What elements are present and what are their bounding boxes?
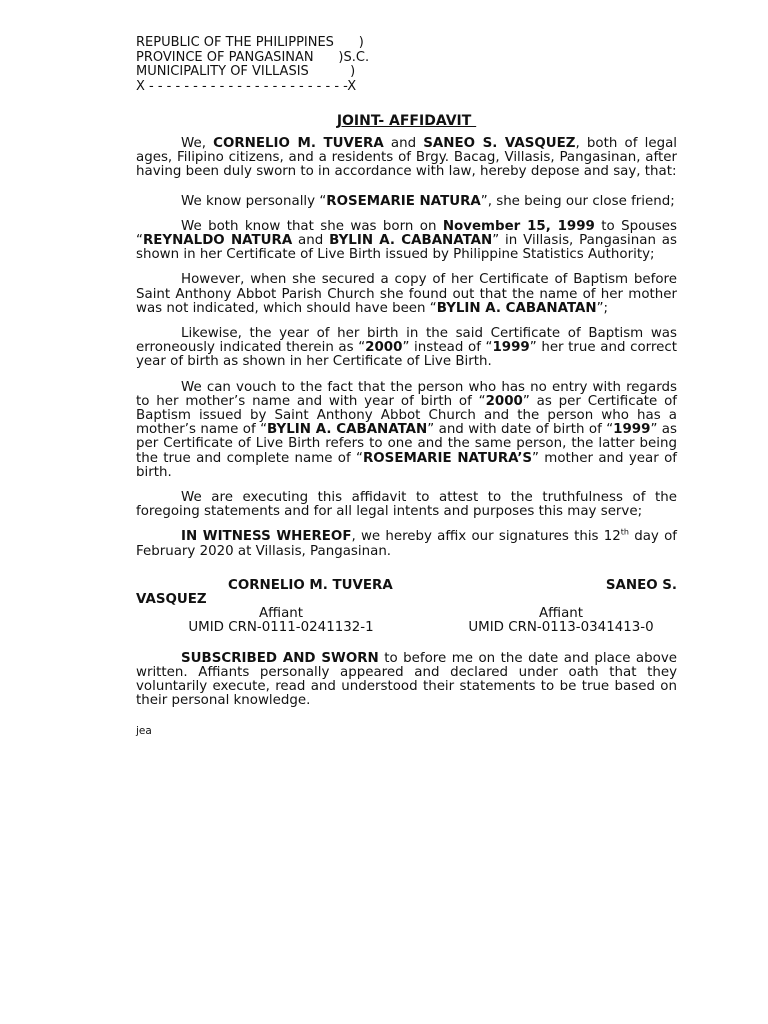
signatory-name-right-last: VASQUEZ [136,591,207,607]
paragraph-birth: We both know that she was born on November 15, 1999 to Spouses “REYNALDO NATURA and BYLIN A. CABANATAN” in Villasis, Pangasinan as shown in her Certificate of Live Birth issued by Philippine Statistics Authority; [136,218,677,263]
paragraph-witness: IN WITNESS WHEREOF, we hereby affix our signatures this 12th day of February 2020 at Villasis, Pangasinan. [136,528,677,559]
affidavit-page [136,36,677,737]
paragraph-vouch: We can vouch to the fact that the person who has no entry with regards to her mother’s name and with year of birth of “2000” as per Certificate of Baptism issued by Saint Anthony Abbot Church and the person who has a mother’s name of “BYLIN A. CABANATAN” and with date of birth of “1999” as per Certificate of Live Birth refers to one and the same person, the latter being the true and complete name of “ROSEMARIE NATURA’S” mother and year of birth. [136,379,677,480]
signatory-role-right: Affiant [538,605,584,621]
paragraph-year-error: Likewise, the year of her birth in the said Certificate of Baptism was erroneously indicated therein as “2000” instead of “1999” her true and correct year of birth as shown in her Certificate of Live Birth. [136,326,677,370]
signatory-role-left: Affiant [258,605,304,621]
intro-paragraph: We, CORNELIO M. TUVERA and SANEO S. VASQUEZ, both of legal ages, Filipino citizens, and a residents of Brgy. Bacag, Villasis, Pangasinan, after having been duly sworn to in accordance with law, hereby depose and say, that: [136,136,678,180]
signatory-name-right-first: SANEO S. [605,577,677,593]
caption-province: PROVINCE OF PANGASINAN )S.C. [136,49,370,65]
signatory-left [176,607,386,635]
affiant-name-1: CORNELIO M. TUVERA [213,136,384,151]
affiant-name-2: SANEO S. VASQUEZ [423,136,576,151]
signatory-name-left: CORNELIO M. TUVERA [228,577,393,593]
signature-block [136,607,677,637]
paragraph-know-personally: We know personally “ROSEMARIE NATURA”, she being our close friend; [181,193,675,209]
signatory-right [448,607,674,635]
paragraph-purpose: We are executing this affidavit to attest to the truthfulness of the foregoing statements and for all legal intents and purposes this may serve; [136,490,677,520]
signatory-id-right: UMID CRN-0113-0341413-0 [468,620,654,636]
document-title: JOINT- AFFIDAVIT [336,113,477,129]
case-caption [136,36,677,94]
paragraph-subscribed-sworn: SUBSCRIBED AND SWORN to before me on the date and place above written. Affiants personally appeared and declared under oath that they voluntarily execute, read and understood their statements to be true based on their personal knowledge. [136,650,677,709]
paragraph-baptism: However, when she secured a copy of her Certificate of Baptism before Saint Anthony Abbot Parish Church she found out that the name of her mother was not indicated, which should have been “BYLIN A. CABANATAN”; [136,272,677,316]
typist-initials: jea [136,724,152,737]
caption-separator: X - - - - - - - - - - - - - - - - - - - - - - -X [136,78,357,94]
signatory-id-left: UMID CRN-0111-0241132-1 [188,620,374,636]
caption-republic: REPUBLIC OF THE PHILIPPINES ) [136,35,364,50]
caption-municipality: MUNICIPALITY OF VILLASIS ) [136,64,356,79]
signatory-names [136,579,677,607]
